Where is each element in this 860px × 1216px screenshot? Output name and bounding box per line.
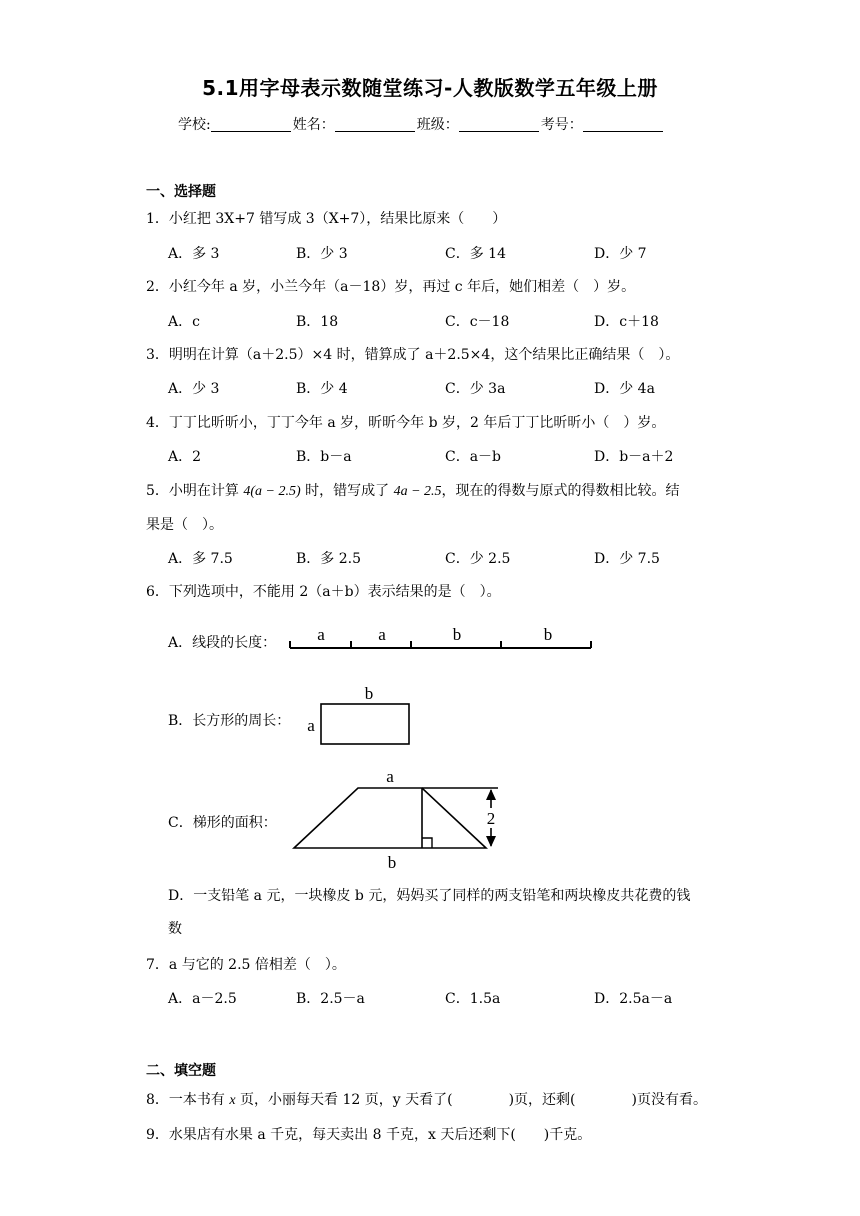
question-text: 下列选项中，不能用 2（a＋b）表示结果的是（ ）。: [168, 584, 501, 600]
question-number: 8．: [146, 1092, 169, 1108]
question-3: [146, 344, 679, 364]
question-text: a 与它的 2.5 倍相差（ ）。: [168, 957, 346, 973]
option-b[interactable]: B．b－a: [296, 449, 352, 465]
option-c[interactable]: C．a－b: [445, 449, 502, 465]
school-label: 学校:: [178, 117, 211, 133]
option-c[interactable]: C．1.5a: [445, 991, 501, 1007]
question-text: 小红把 3X+7 错写成 3（X+7），结果比原来（ ）: [168, 211, 507, 227]
option-a[interactable]: A．多 3: [168, 246, 220, 262]
question-4: [146, 412, 665, 432]
section-heading-fill: 二、填空题: [146, 1063, 216, 1079]
question-text-part: 一本书有: [168, 1092, 225, 1108]
question-text: 小红今年 a 岁，小兰今年（a－18）岁，再过 c 年后，她们相差（ ）岁。: [168, 279, 636, 295]
segment-label: b: [543, 625, 553, 644]
rectangle-length-label: b: [364, 684, 374, 703]
question-text: 水果店有水果 a 千克，每天卖出 8 千克，x 天后还剩下( )千克。: [168, 1127, 592, 1143]
option-d[interactable]: D．少 7.5: [594, 551, 660, 567]
option-a[interactable]: A．c: [168, 314, 200, 330]
arrow-up-icon: [486, 789, 496, 800]
option-c[interactable]: C．梯形的面积：: [168, 815, 277, 831]
student-info-line: [178, 114, 665, 134]
question-number: 2．: [146, 279, 169, 295]
question-5-line-2: 果是（ ）。: [146, 517, 223, 533]
question-number: 1．: [146, 211, 169, 227]
question-number: 9．: [146, 1127, 169, 1143]
trapezoid-shape: [294, 788, 486, 848]
rectangle-diagram: [300, 682, 420, 748]
right-angle-mark: [422, 838, 432, 848]
option-a[interactable]: A．2: [168, 449, 202, 465]
question-number: 7．: [146, 957, 169, 973]
option-d[interactable]: D．2.5a－a: [594, 991, 673, 1007]
exam-no-blank[interactable]: [583, 117, 663, 132]
option-c[interactable]: C．c－18: [445, 314, 510, 330]
option-b[interactable]: B．18: [296, 314, 339, 330]
option-d[interactable]: D．少 7: [594, 246, 647, 262]
exam-no-label: 考号：: [540, 117, 583, 133]
question-text-part: 小明在计算: [168, 483, 239, 499]
page-title: 5.1用字母表示数随堂练习-人教版数学五年级上册: [202, 76, 658, 100]
rectangle-shape: [321, 704, 409, 744]
trapezoid-bottom-label: b: [387, 853, 397, 872]
trapezoid-height-label: 2: [486, 809, 496, 828]
option-a[interactable]: A．多 7.5: [168, 551, 233, 567]
question-text: 丁丁比昕昕小，丁丁今年 a 岁，昕昕今年 b 岁，2 年后丁丁比昕昕小（ ）岁。: [168, 415, 666, 431]
option-d[interactable]: D．c＋18: [594, 314, 659, 330]
option-b[interactable]: B．少 3: [296, 246, 348, 262]
question-text-part: ，现在的得数与原式的得数相比较。结: [441, 483, 680, 499]
question-9: [146, 1124, 591, 1144]
question-8: [146, 1089, 707, 1109]
name-label: 姓名：: [292, 117, 335, 133]
question-7: [146, 954, 346, 974]
option-d[interactable]: D．一支铅笔 a 元，一块橡皮 b 元，妈妈买了同样的两支铅笔和两块橡皮共花费的钱: [168, 888, 691, 904]
option-d-line-2: 数: [168, 921, 182, 937]
trapezoid-top-label: a: [386, 767, 394, 786]
segment-label: b: [452, 625, 462, 644]
arrow-down-icon: [486, 836, 496, 847]
option-d[interactable]: D．b－a＋2: [594, 449, 674, 465]
variable-x: x: [229, 1093, 236, 1108]
question-text-part: 时，错写成了: [305, 483, 390, 499]
question-2: [146, 276, 635, 296]
option-a[interactable]: A．线段的长度：: [168, 635, 277, 651]
question-text: 明明在计算（a＋2.5）×4 时，错算成了 a＋2.5×4，这个结果比正确结果（ ）。: [168, 347, 680, 363]
option-a[interactable]: A．a－2.5: [168, 991, 237, 1007]
question-number: 6．: [146, 584, 169, 600]
option-b[interactable]: B．少 4: [296, 381, 348, 397]
rectangle-width-label: a: [307, 716, 315, 735]
option-b[interactable]: B．2.5－a: [296, 991, 365, 1007]
school-blank[interactable]: [211, 117, 291, 132]
question-6: [146, 581, 501, 601]
question-number: 3．: [146, 347, 169, 363]
question-1: [146, 208, 506, 228]
math-expression: 4(a − 2.5): [243, 484, 301, 499]
option-b[interactable]: B．多 2.5: [296, 551, 362, 567]
name-blank[interactable]: [335, 117, 415, 132]
question-number: 4．: [146, 415, 169, 431]
class-blank[interactable]: [459, 117, 539, 132]
section-heading-choice: 一、选择题: [146, 184, 216, 200]
option-d[interactable]: D．少 4a: [594, 381, 655, 397]
math-expression: 4a − 2.5: [393, 484, 442, 499]
option-c[interactable]: C．少 2.5: [445, 551, 511, 567]
question-5: [146, 480, 680, 500]
class-label: 班级：: [416, 117, 459, 133]
question-number: 5．: [146, 483, 169, 499]
segment-label: a: [378, 625, 386, 644]
option-c[interactable]: C．多 14: [445, 246, 506, 262]
question-text-part: 页，小丽每天看 12 页，y 天看了( )页，还剩( )页没有看。: [240, 1092, 707, 1108]
segment-diagram: [285, 620, 597, 654]
trapezoid-diagram: [286, 766, 506, 874]
segment-label: a: [317, 625, 325, 644]
option-a[interactable]: A．少 3: [168, 381, 220, 397]
option-b[interactable]: B．长方形的周长：: [168, 713, 291, 729]
option-c[interactable]: C．少 3a: [445, 381, 506, 397]
